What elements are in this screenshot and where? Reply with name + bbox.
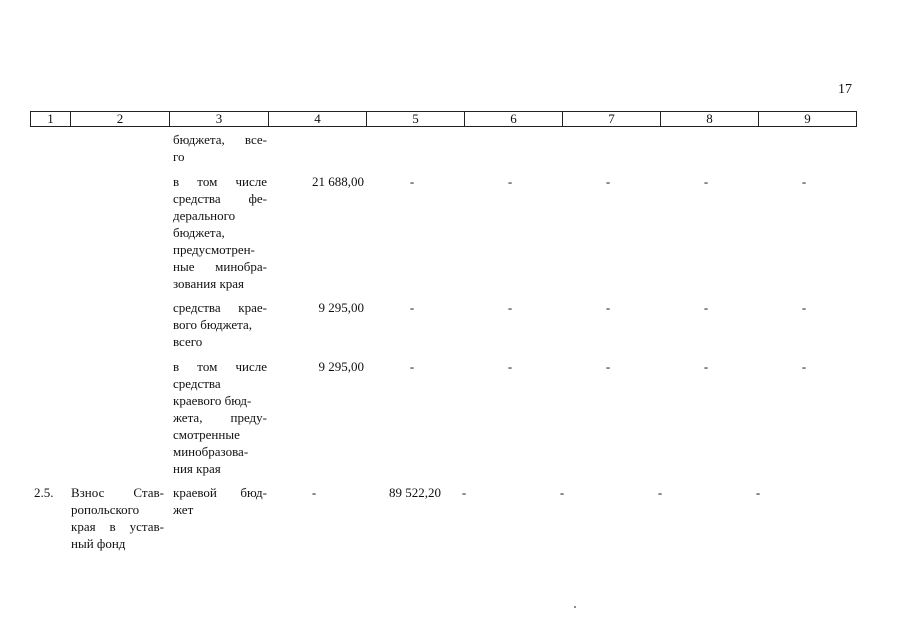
table-row-0-col3	[173, 131, 267, 165]
row-4-col3-line-2: жет	[173, 502, 194, 517]
header-col-5: 5	[367, 112, 465, 126]
header-col-4: 4	[269, 112, 367, 126]
row-2-col8-dash: -	[703, 300, 709, 315]
table-row-4-col2	[71, 484, 164, 552]
row-1-col3-line-6: ные минобра-	[173, 259, 267, 274]
table-row-4-col3	[173, 484, 267, 518]
row-4-col9-dash: -	[755, 485, 761, 500]
table-header-row	[30, 111, 857, 127]
row-1-col3-line-4: бюджета,	[173, 225, 225, 240]
row-4-col8-dash: -	[657, 485, 663, 500]
row-2-col9-dash: -	[801, 300, 807, 315]
row-1-col3-line-3: дерального	[173, 208, 236, 223]
row-2-col3-line-3: всего	[173, 334, 203, 349]
header-col-1: 1	[31, 112, 71, 126]
row-1-col3-line-2: средства фе-	[173, 191, 267, 206]
header-col-9: 9	[804, 111, 811, 126]
row-3-col5-dash: -	[409, 359, 415, 374]
scan-speck	[574, 606, 576, 608]
row-4-col7-dash: -	[559, 485, 565, 500]
row-4-col2-line-4: ный фонд	[71, 536, 126, 551]
table-row-3-col3	[173, 358, 267, 477]
row-2-col6-dash: -	[507, 300, 513, 315]
table-row-2-col3	[173, 299, 267, 350]
row-3-col3-line-5: смотренные	[173, 427, 240, 442]
row-4-col2-line-3: края в устав-	[71, 519, 164, 534]
header-col-8: 8	[661, 112, 759, 126]
row-3-col3-line-3: краевого бюд-	[173, 393, 252, 408]
row-2-col3-line-2: вого бюджета,	[173, 317, 253, 332]
row-0-col3-line-2: го	[173, 149, 185, 164]
row-1-col5-dash: -	[409, 174, 415, 189]
row-3-col3-line-7: ния края	[173, 461, 221, 476]
row-1-col3-line-7: зования края	[173, 276, 245, 291]
row-0-col3-line-1: бюджета, все-	[173, 132, 267, 147]
row-3-col7-dash: -	[605, 359, 611, 374]
row-4-col4-dash: -	[311, 485, 317, 500]
row-3-col3-line-4: жета, преду-	[173, 410, 267, 425]
row-3-col6-dash: -	[507, 359, 513, 374]
row-4-col2-line-1: Взнос Став-	[71, 485, 164, 500]
row-1-col8-dash: -	[703, 174, 709, 189]
row-2-col7-dash: -	[605, 300, 611, 315]
row-1-col4-value: 21 688,00	[312, 174, 364, 189]
row-1-col7-dash: -	[605, 174, 611, 189]
row-4-col1-number: 2.5.	[34, 485, 54, 500]
row-4-col3-line-1: краевой бюд-	[173, 485, 267, 500]
row-1-col9-dash: -	[801, 174, 807, 189]
row-1-col3-line-1: в том числе	[173, 174, 267, 189]
row-3-col3-line-2: средства	[173, 376, 221, 391]
header-col-6: 6	[465, 112, 563, 126]
row-1-col3-line-5: предусмотрен-	[173, 242, 255, 257]
row-2-col5-dash: -	[409, 300, 415, 315]
header-col-7: 7	[563, 112, 661, 126]
row-3-col3-line-1: в том числе	[173, 359, 267, 374]
header-col-3: 3	[170, 112, 269, 126]
table-row-1-col3	[173, 173, 267, 292]
row-1-col6-dash: -	[507, 174, 513, 189]
row-2-col3-line-1: средства крае-	[173, 300, 267, 315]
row-4-col5-value: 89 522,20	[389, 485, 441, 500]
page-number: 17	[838, 82, 852, 97]
header-col-2: 2	[71, 112, 170, 126]
row-4-col6-dash: -	[461, 485, 467, 500]
row-3-col8-dash: -	[703, 359, 709, 374]
row-3-col4-value: 9 295,00	[318, 359, 364, 374]
row-4-col2-line-2: ропольского	[71, 502, 140, 517]
row-2-col4-value: 9 295,00	[318, 300, 364, 315]
row-3-col3-line-6: минобразова-	[173, 444, 249, 459]
row-3-col9-dash: -	[801, 359, 807, 374]
